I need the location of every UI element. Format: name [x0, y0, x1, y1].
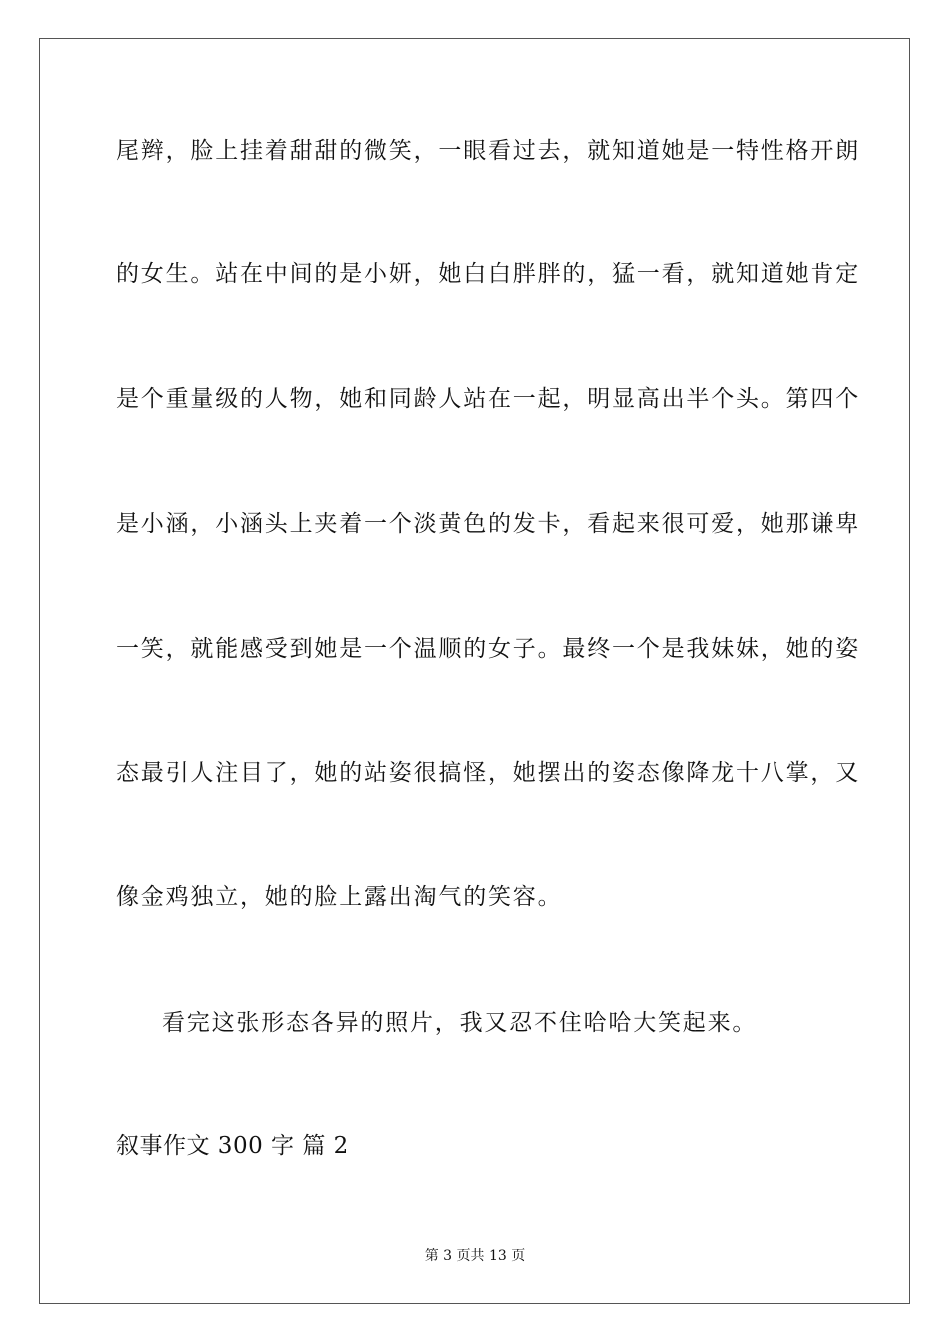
closing-paragraph: 看完这张形态各异的照片，我又忍不住哈哈大笑起来。	[162, 1010, 758, 1036]
section-heading: 叙事作文 300 字 篇 2	[116, 1133, 349, 1159]
body-line-1: 尾辫，脸上挂着甜甜的微笑，一眼看过去，就知道她是一特性格开朗	[116, 138, 860, 164]
body-line-3: 是个重量级的人物，她和同龄人站在一起，明显高出半个头。第四个	[116, 386, 860, 412]
body-line-2: 的女生。站在中间的是小妍，她白白胖胖的，猛一看，就知道她肯定	[116, 261, 860, 287]
body-line-6: 态最引人注目了，她的站姿很搞怪，她摆出的姿态像降龙十八掌，又	[116, 760, 860, 786]
page-frame	[39, 38, 910, 1304]
body-line-5: 一笑，就能感受到她是一个温顺的女子。最终一个是我妹妹，她的姿	[116, 636, 860, 662]
body-line-7: 像金鸡独立，她的脸上露出淘气的笑容。	[116, 884, 563, 910]
footer-total-pages: 共 13 页	[470, 1248, 526, 1264]
page-footer	[0, 1247, 950, 1265]
body-line-4: 是小涵，小涵头上夹着一个淡黄色的发卡，看起来很可爱，她那谦卑	[116, 511, 860, 537]
footer-page-number: 第 3 页	[424, 1248, 471, 1264]
